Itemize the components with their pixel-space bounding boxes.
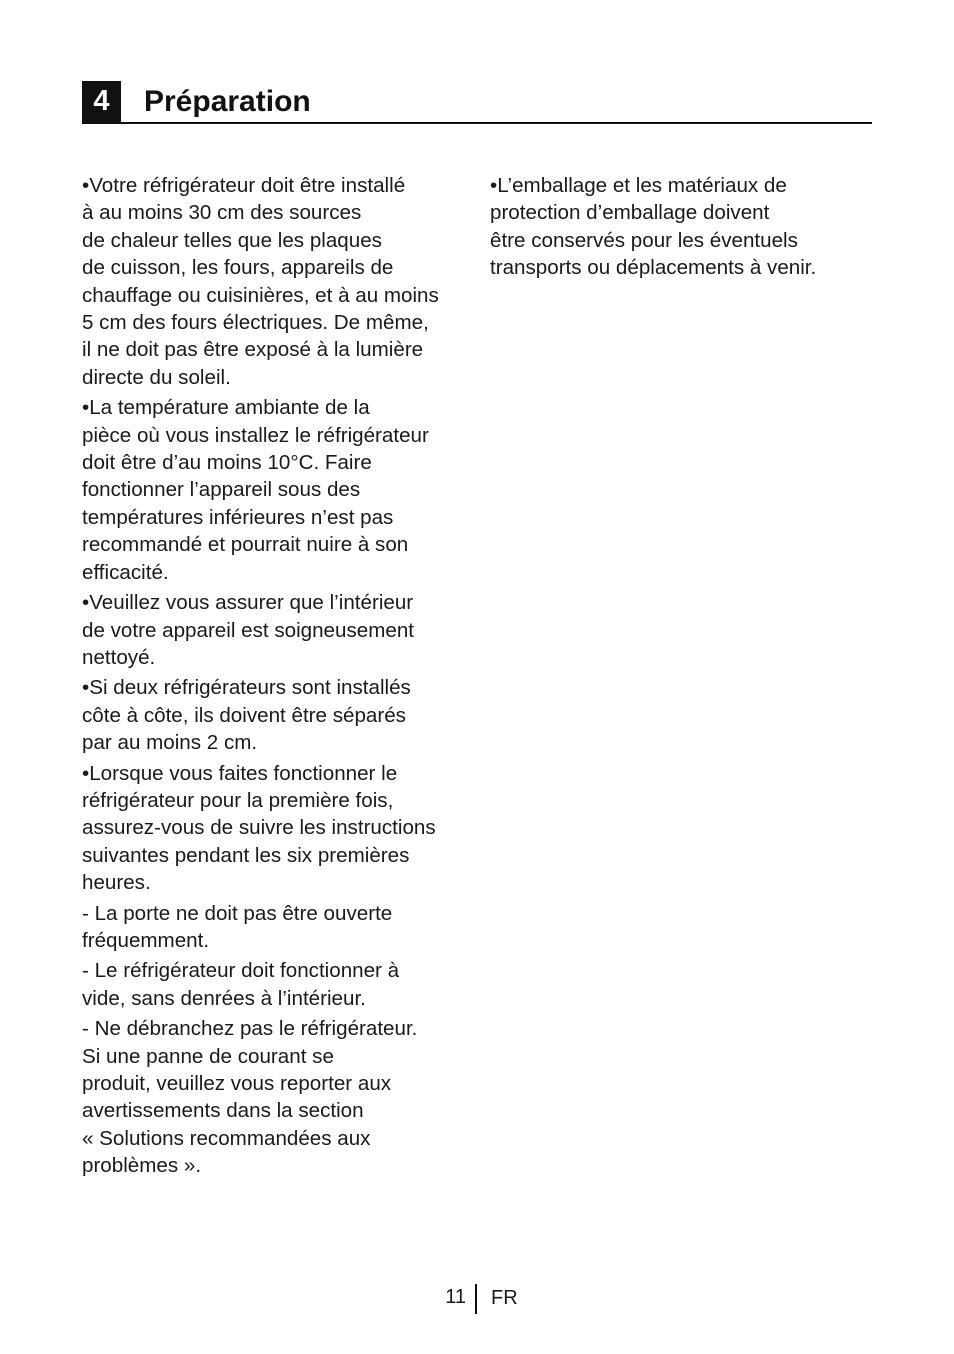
text-line: nettoyé.	[82, 645, 156, 669]
text-line: il ne doit pas être exposé à la lumière	[82, 338, 424, 362]
text-line: efficacité.	[82, 560, 169, 584]
text-line: « Solutions recommandées aux	[82, 1126, 371, 1150]
text-line: heures.	[82, 871, 151, 895]
page-title: Préparation	[144, 85, 311, 118]
text-line: produit, veuillez vous reporter aux	[82, 1072, 392, 1095]
text-line: •Lorsque vous faites fonctionner le	[82, 761, 398, 785]
text-line: - Ne débranchez pas le réfrigérateur.	[82, 1017, 418, 1041]
text-line: 5 cm des fours électriques. De même,	[82, 311, 429, 335]
text-line: assurez-vous de suivre les instructions	[82, 816, 436, 840]
paragraph	[82, 394, 467, 586]
text-line: transports ou déplacements à venir.	[490, 256, 817, 280]
paragraph	[82, 1015, 467, 1179]
text-line: recommandé et pourrait nuire à son	[82, 533, 409, 557]
right-text-column	[490, 172, 850, 285]
text-line: de chaleur telles que les plaques	[82, 228, 382, 252]
paragraph	[490, 172, 850, 282]
paragraph	[82, 760, 467, 897]
text-line: avertissements dans la section	[82, 1099, 364, 1123]
text-line: •La température ambiante de la	[82, 396, 370, 420]
text-line: •L’emballage et les matériaux de	[490, 174, 787, 197]
text-line: de votre appareil est soigneusement	[82, 618, 414, 642]
text-line: protection d’emballage doivent	[490, 201, 770, 225]
text-line: par au moins 2 cm.	[82, 731, 258, 755]
text-line: directe du soleil.	[82, 365, 231, 389]
text-line: vide, sans denrées à l’intérieur.	[82, 986, 366, 1010]
text-line: suivantes pendant les six premières	[82, 843, 410, 867]
paragraph	[82, 589, 467, 671]
text-line: •Votre réfrigérateur doit être installé	[82, 174, 406, 197]
text-line: fréquemment.	[82, 928, 210, 952]
paragraph	[82, 957, 467, 1012]
text-line: Si une panne de courant se	[82, 1044, 334, 1068]
text-line: à au moins 30 cm des sources	[82, 201, 362, 225]
text-line: •Veuillez vous assurer que l’intérieur	[82, 591, 414, 615]
text-line: doit être d’au moins 10°C. Faire	[82, 451, 372, 475]
text-line: pièce où vous installez le réfrigérateur	[82, 423, 429, 447]
text-line: de cuisson, les fours, appareils de	[82, 256, 394, 280]
page-number: 11	[445, 1286, 466, 1308]
text-line: problèmes ».	[82, 1154, 202, 1178]
paragraph	[82, 674, 467, 756]
text-line: températures inférieures n’est pas	[82, 505, 394, 529]
left-text-column	[82, 172, 467, 1183]
text-line: être conservés pour les éventuels	[490, 228, 798, 252]
text-line: côte à côte, ils doivent être séparés	[82, 703, 406, 727]
text-line: - La porte ne doit pas être ouverte	[82, 901, 393, 925]
chapter-number-badge: 4	[82, 81, 121, 122]
text-line: chauffage ou cuisinières, et à au moins	[82, 283, 439, 307]
paragraph	[82, 172, 467, 391]
section-header	[82, 81, 872, 124]
paragraph	[82, 900, 467, 955]
text-line: - Le réfrigérateur doit fonctionner à	[82, 959, 400, 983]
language-code: FR	[491, 1287, 518, 1309]
text-line: fonctionner l’appareil sous des	[82, 478, 361, 502]
page-footer	[0, 1284, 954, 1314]
text-line: •Si deux réfrigérateurs sont installés	[82, 676, 411, 700]
footer-divider	[475, 1284, 477, 1314]
text-line: réfrigérateur pour la première fois,	[82, 788, 394, 812]
